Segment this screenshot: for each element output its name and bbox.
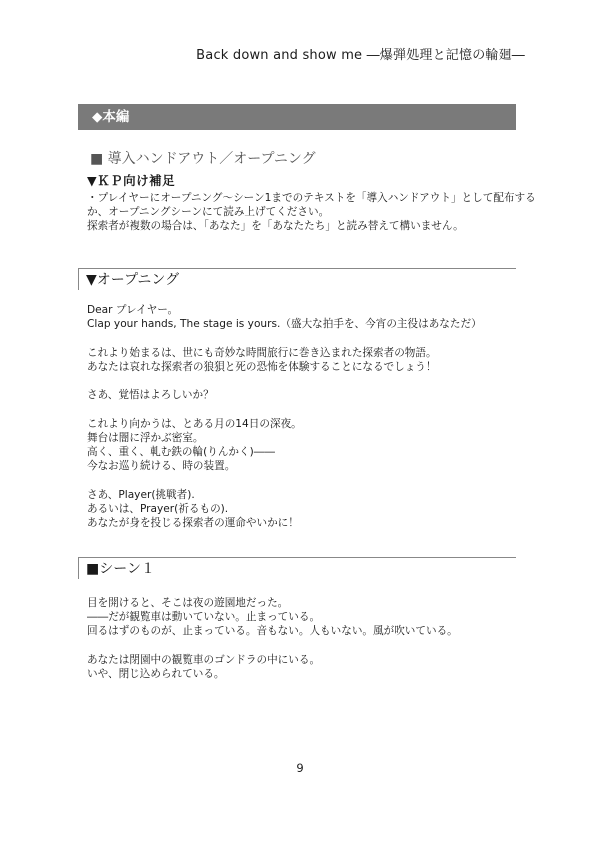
section-banner: ◆本編	[78, 104, 516, 130]
scene1-heading: ■シーン１	[78, 557, 516, 579]
kp-supplement-text: ・プレイヤーにオープニング～シーン1までのテキストを「導入ハンドアウト」として配布する か、オープニングシーンにて読み上げてください。 探索者が複数の場合は、「あなた」を「あなたたち」と読み替えて構いません。	[87, 192, 536, 233]
document-title: Back down and show me ―爆弾処理と記憶の輪廻―	[196, 48, 525, 63]
opening-text: Dear プレイヤー。 Clap your hands, The stage is yours.（盛大な拍手を、今宵の主役はあなただ） これより始まるは、世にも奇妙な時間旅行に巻き込まれた探索者の物語。 あなたは哀れな探索者の狼狽と死の恐怖を体験することになるでしょう！ さあ、覚悟はよろしいか？ これより向かうは、とある月の14日の深夜。 舞台は闇に浮かぶ密室。 高く、重く、軋む鉄の輪(りんかく)―― 今なお巡り続ける、時の装置。 さあ、Player(挑戦者). あるいは、Prayer(祈るもの). あなたが身を投じる探索者の運命やいかに！	[87, 304, 482, 530]
kp-supplement-heading: ▼ＫＰ向け補足	[87, 173, 176, 188]
intro-heading: ■ 導入ハンドアウト／オープニング	[90, 151, 316, 167]
opening-heading: ▼オープニング	[78, 268, 516, 290]
scene1-text: 目を開けると、そこは夜の遊園地だった。 ――だが観覧車は動いていない。止まっている。 回るはずのものが、止まっている。音もない。人もいない。風が吹いている。 あなたは閉園中の観覧車のゴンドラの中にいる。 いや、閉じ込められている。	[87, 597, 458, 681]
page-number: 9	[296, 761, 304, 775]
